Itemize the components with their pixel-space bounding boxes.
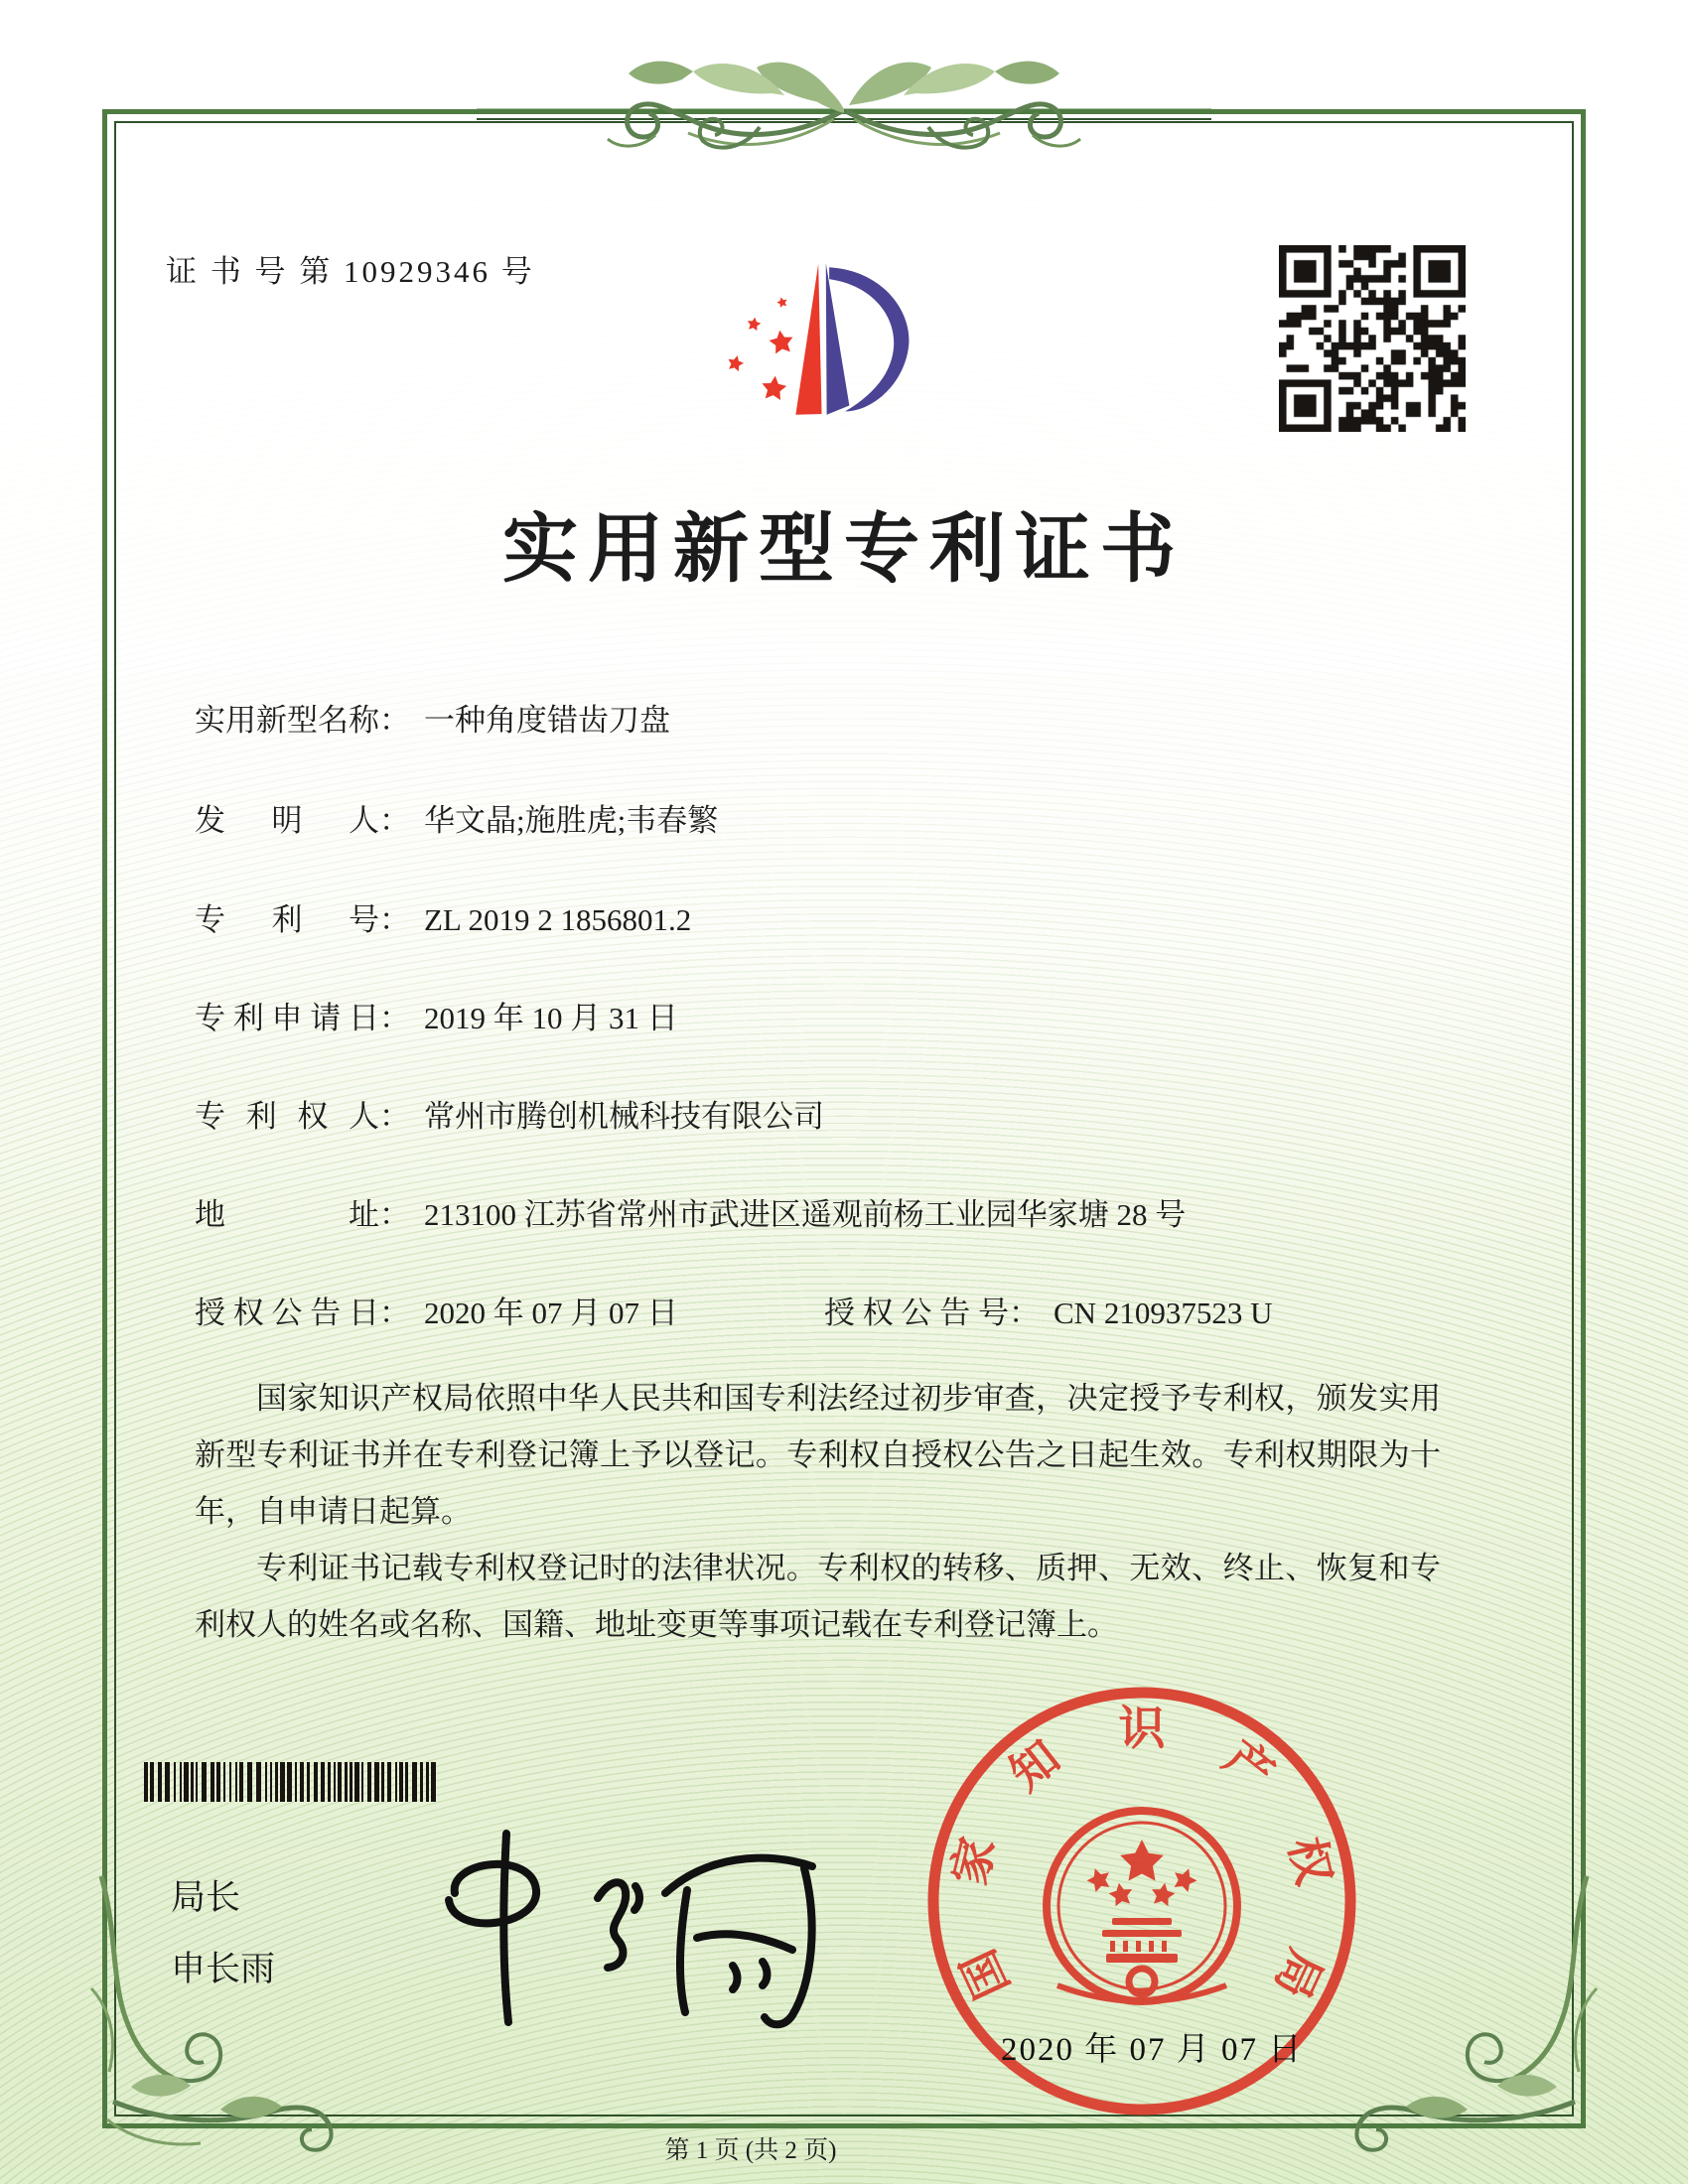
field-row-filing-date: [195, 993, 678, 1037]
qr-code: [1279, 245, 1466, 432]
barcode: [144, 1762, 531, 1802]
seal-char: 产: [1213, 1731, 1283, 1802]
commissioner-signature: [338, 1799, 834, 2047]
grant-number-value: CN 210937523 U: [1054, 1296, 1273, 1330]
field-value: 2019 年 10 月 31 日: [424, 1001, 678, 1035]
field-colon: ：: [1009, 1296, 1040, 1330]
field-row-address: [195, 1189, 1186, 1234]
field-row-inventors: [195, 795, 718, 840]
field-colon: ：: [379, 803, 410, 838]
field-colon: ：: [379, 902, 410, 937]
field-colon: ：: [379, 1197, 410, 1232]
seal-char: 家: [943, 1833, 1006, 1890]
field-value: 一种角度错齿刀盘: [424, 703, 670, 738]
grant-date-value: 2020 年 07 月 07 日: [424, 1296, 678, 1330]
seal-char: 识: [1118, 1704, 1166, 1755]
field-colon: ：: [379, 1296, 410, 1330]
field-value: 213100 江苏省常州市武进区遥观前杨工业园华家塘 28 号: [424, 1197, 1187, 1232]
field-colon: ：: [379, 1001, 410, 1035]
national-emblem-icon: [1047, 1811, 1237, 2001]
field-label: 地址: [195, 1197, 379, 1232]
field-label: 专利申请日: [195, 1001, 379, 1035]
seal-char: 国: [952, 1941, 1020, 2006]
field-row-patentee: [195, 1091, 824, 1136]
seal-char: 权: [1278, 1833, 1340, 1890]
page-number: 第 1 页 (共 2 页): [664, 2137, 837, 2164]
field-row-name: [195, 695, 670, 740]
legal-paragraph: 国家知识产权局依照中华人民共和国专利法经过初步审查，决定授予专利权，颁发实用新型专利证书并在专利登记簿上予以登记。专利权自授权公告之日起生效。专利权期限为十年，自申请日起算。: [195, 1381, 1441, 1529]
field-label: 专利权人: [195, 1099, 379, 1134]
field-value: 常州市腾创机械科技有限公司: [424, 1099, 824, 1134]
cnipa-logo-icon: [685, 224, 953, 453]
commissioner-name: 申长雨: [171, 1950, 276, 1988]
field-colon: ：: [379, 703, 410, 738]
field-colon: ：: [379, 1099, 410, 1134]
field-label: 授权公告号: [824, 1296, 1009, 1330]
field-row-patent-number: [195, 894, 691, 939]
field-value: ZL 2019 2 1856801.2: [424, 902, 692, 937]
certificate-title: 实用新型专利证书: [502, 508, 1186, 592]
field-row-grant: [195, 1288, 1273, 1332]
grant-number-group: [824, 1288, 1272, 1332]
seal-char: 局: [1264, 1941, 1332, 2006]
field-label: 授权公告日: [195, 1296, 379, 1330]
top-flourish-ornament: [477, 28, 1211, 197]
field-label: 发明人: [195, 803, 379, 838]
field-label: 专利号: [195, 902, 379, 937]
seal-date: 2020 年 07 月 07 日: [1001, 2032, 1304, 2068]
legal-paragraph: 专利证书记载专利权登记时的法律状况。专利权的转移、质押、无效、终止、恢复和专利权人的姓名或名称、国籍、地址变更等事项记载在专利登记簿上。: [195, 1551, 1441, 1642]
seal-char: 知: [1001, 1731, 1070, 1802]
legal-text-block: [195, 1370, 1441, 1653]
certificate-number: 证 书 号 第 10929346 号: [166, 254, 535, 289]
field-value: 华文晶;施胜虎;韦春繁: [424, 803, 719, 838]
commissioner-title: 局长: [171, 1878, 241, 1917]
field-label: 实用新型名称: [195, 703, 379, 738]
